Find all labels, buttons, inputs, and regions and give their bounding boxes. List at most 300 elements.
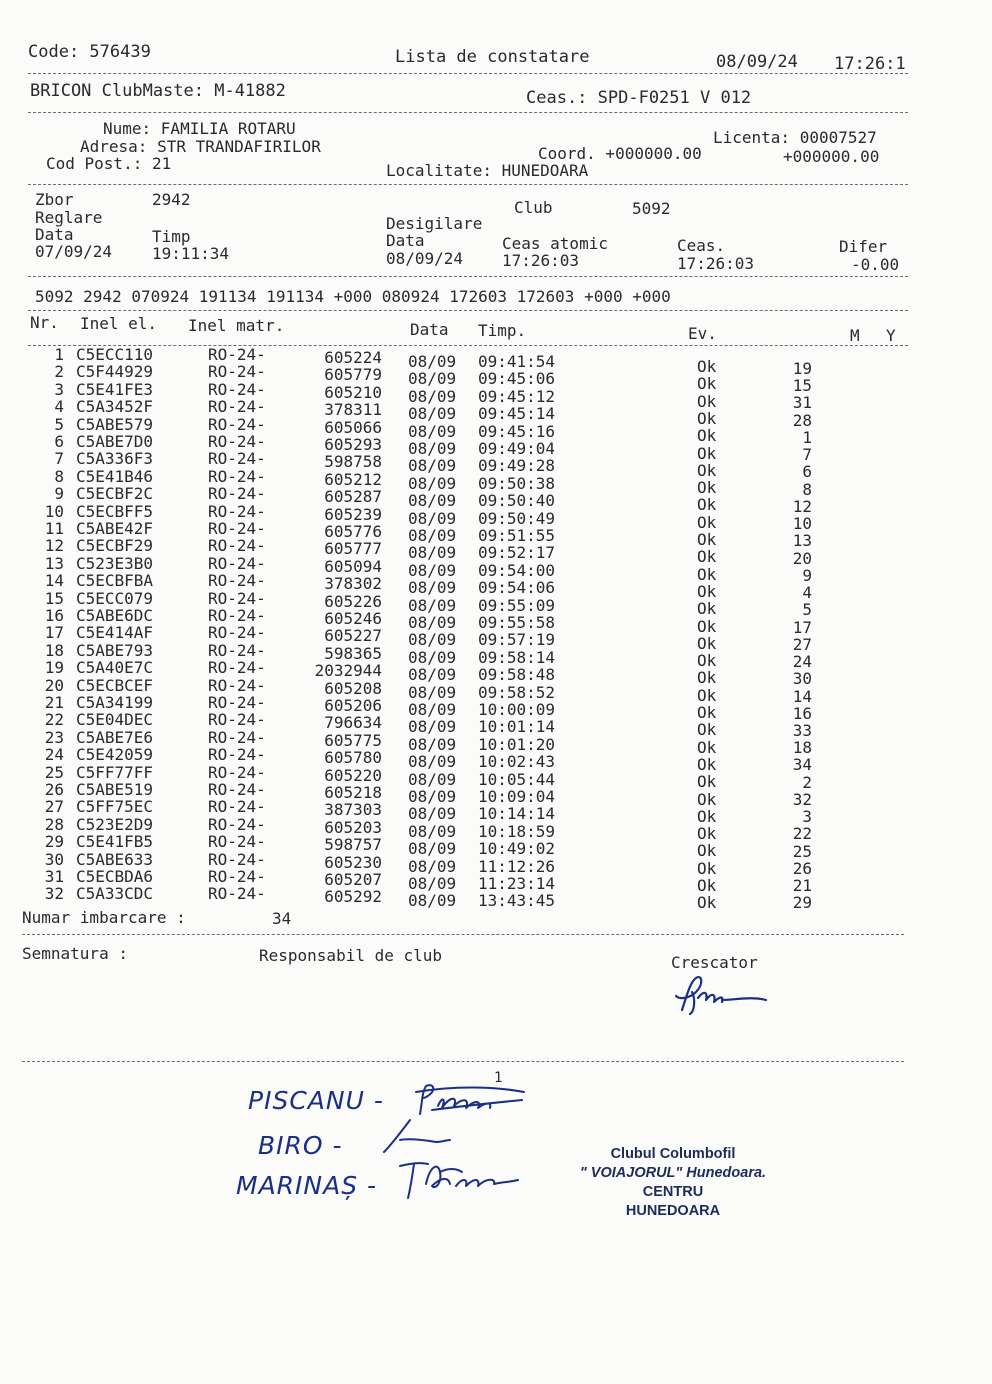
- row-ring-number: 605779: [324, 365, 382, 385]
- row-date: 08/09: [408, 856, 457, 876]
- row-date: 08/09: [408, 526, 457, 545]
- row-status: Ok: [697, 754, 717, 774]
- row-status: Ok: [697, 530, 717, 550]
- row-ring-number: 605780: [324, 748, 382, 768]
- row-ring-electronic: C5A336F3: [76, 449, 154, 469]
- row-time: 09:45:12: [478, 386, 556, 406]
- row-date: 08/09: [408, 891, 457, 911]
- row-ring-electronic: C5ECC079: [76, 588, 154, 608]
- row-ring-number: 605066: [324, 417, 382, 437]
- row-status: Ok: [697, 685, 717, 705]
- atomic-clock-time: 17:26:03: [502, 251, 580, 270]
- row-status: Ok: [697, 547, 717, 567]
- row-time: 09:55:58: [478, 613, 556, 632]
- row-time: 11:12:26: [478, 856, 556, 876]
- row-nr: 24: [44, 745, 64, 765]
- col-timp: Timp.: [478, 321, 527, 340]
- row-ring-prefix: RO-24-: [208, 362, 266, 382]
- row-status: Ok: [697, 651, 717, 671]
- row-nr: 23: [44, 727, 64, 747]
- row-ring-prefix: RO-24-: [208, 727, 266, 747]
- row-status: Ok: [697, 772, 717, 792]
- row-ring-prefix: RO-24-: [208, 814, 266, 834]
- row-time: 10:00:09: [478, 700, 556, 719]
- row-ring-number: 387303: [324, 800, 382, 820]
- row-ring-number: 605220: [324, 765, 382, 785]
- row-nr: 21: [44, 693, 64, 712]
- row-position: 16: [792, 703, 812, 723]
- row-date: 08/09: [408, 839, 457, 859]
- row-status: Ok: [697, 876, 717, 896]
- stamp-line-3: CENTRU: [642, 1184, 704, 1200]
- row-time: 11:23:14: [478, 874, 556, 893]
- row-ring-prefix: RO-24-: [208, 397, 266, 417]
- row-position: 26: [792, 858, 812, 878]
- divider: [28, 276, 908, 277]
- col-inel-el: Inel el.: [80, 314, 158, 333]
- row-date: 08/09: [408, 734, 457, 754]
- row-status: Ok: [697, 564, 717, 584]
- row-date: 08/09: [408, 595, 457, 615]
- row-ring-number: 605210: [324, 382, 382, 402]
- row-ring-electronic: C5FF75EC: [76, 797, 154, 817]
- row-position: 28: [792, 410, 812, 430]
- row-time: 09:52:17: [478, 543, 556, 563]
- row-ring-prefix: RO-24-: [208, 867, 266, 886]
- row-date: 08/09: [408, 769, 457, 789]
- difer-value: -0.00: [851, 255, 900, 274]
- row-date: 08/09: [408, 386, 457, 406]
- stamp-line-2: " VOIAJORUL" Hunedoara.: [579, 1165, 767, 1181]
- desigilare-label: Desigilare: [386, 214, 483, 233]
- row-date: 08/09: [408, 665, 457, 685]
- row-nr: 3: [54, 379, 64, 399]
- row-ring-prefix: RO-24-: [208, 762, 266, 782]
- row-ring-electronic: C5ECBCEF: [76, 675, 154, 695]
- row-ring-prefix: RO-24-: [208, 519, 266, 538]
- row-ring-prefix: RO-24-: [208, 797, 266, 817]
- row-ring-number: 605224: [324, 348, 382, 367]
- row-status: Ok: [697, 374, 717, 394]
- row-ring-electronic: C5E414AF: [76, 623, 154, 643]
- club-value: 5092: [632, 199, 671, 218]
- row-date: 08/09: [408, 508, 457, 528]
- row-time: 09:45:16: [478, 421, 556, 441]
- row-nr: 15: [44, 588, 64, 608]
- row-ring-number: 605208: [324, 678, 382, 698]
- row-position: 25: [792, 841, 812, 861]
- row-ring-prefix: RO-24-: [208, 710, 266, 730]
- row-nr: 22: [44, 710, 64, 730]
- col-nr: Nr.: [30, 313, 59, 332]
- row-ring-electronic: C5A40E7C: [76, 658, 154, 678]
- row-position: 7: [802, 445, 812, 465]
- row-nr: 27: [44, 797, 64, 817]
- reglare-timp-label: Timp: [152, 227, 191, 246]
- row-ring-number: 605776: [324, 522, 382, 541]
- col-m: M: [850, 326, 860, 345]
- row-date: 08/09: [408, 578, 457, 598]
- divider: [22, 1061, 904, 1062]
- row-ring-number: 605246: [324, 609, 382, 628]
- row-ring-electronic: C5E04DEC: [76, 710, 154, 730]
- row-position: 30: [792, 669, 812, 689]
- club-label: Club: [514, 198, 553, 217]
- row-ring-prefix: RO-24-: [208, 345, 266, 364]
- row-date: 08/09: [408, 456, 457, 476]
- row-status: Ok: [697, 737, 717, 757]
- row-date: 08/09: [408, 352, 457, 371]
- row-nr: 25: [44, 762, 64, 782]
- row-ring-number: 605230: [324, 852, 382, 872]
- row-time: 10:02:43: [478, 752, 556, 772]
- row-status: Ok: [697, 408, 717, 428]
- row-date: 08/09: [408, 874, 457, 893]
- row-nr: 17: [44, 623, 64, 643]
- row-position: 13: [792, 531, 812, 551]
- row-nr: 10: [44, 501, 64, 521]
- club-stamp: [560, 1145, 786, 1221]
- row-status: Ok: [697, 703, 717, 723]
- row-time: 10:14:14: [478, 804, 556, 824]
- signature-3: [396, 1154, 526, 1208]
- zbor-value: 2942: [152, 190, 191, 209]
- handwritten-name-1: PISCANU -: [248, 1086, 384, 1115]
- row-nr: 1: [54, 345, 64, 364]
- row-ring-electronic: C523E3B0: [76, 553, 154, 573]
- col-inel-matr: Inel matr.: [188, 316, 285, 335]
- row-ring-prefix: RO-24-: [208, 414, 266, 434]
- ceas-label: Ceas.: [677, 236, 726, 255]
- col-data: Data: [410, 320, 449, 339]
- row-ring-number: 796634: [324, 713, 382, 733]
- row-time: 09:58:48: [478, 665, 556, 685]
- row-position: 2: [802, 772, 812, 792]
- row-date: 08/09: [408, 421, 457, 441]
- row-ring-electronic: C5ECBFF5: [76, 501, 154, 521]
- row-ring-prefix: RO-24-: [208, 849, 266, 869]
- row-ring-number: 605239: [324, 504, 382, 524]
- semnatura-label: Semnatura :: [22, 944, 128, 963]
- row-ring-prefix: RO-24-: [208, 432, 266, 451]
- reglare-date: 07/09/24: [35, 242, 113, 261]
- row-position: 32: [792, 789, 812, 809]
- row-date: 08/09: [408, 647, 457, 667]
- row-ring-number: 605206: [324, 696, 382, 715]
- row-nr: 7: [54, 449, 64, 469]
- difer-label: Difer: [839, 237, 888, 256]
- row-date: 08/09: [408, 630, 457, 650]
- row-position: 29: [792, 893, 812, 913]
- row-nr: 13: [44, 553, 64, 573]
- row-time: 09:50:38: [478, 473, 556, 493]
- row-time: 09:50:40: [478, 491, 556, 511]
- row-ring-electronic: C5A34199: [76, 693, 154, 712]
- row-status: Ok: [697, 824, 717, 844]
- row-ring-electronic: C5A3452F: [76, 397, 154, 417]
- row-date: 08/09: [408, 752, 457, 772]
- owner-coord: Coord. +000000.00: [538, 144, 702, 163]
- crescator-signature: [672, 970, 772, 1024]
- row-ring-prefix: RO-24-: [208, 780, 266, 799]
- row-ring-prefix: RO-24-: [208, 675, 266, 695]
- doc-time: 17:26:1: [834, 54, 906, 74]
- row-nr: 4: [54, 397, 64, 417]
- row-nr: 12: [44, 536, 64, 556]
- row-date: 08/09: [408, 369, 457, 389]
- zbor-label: Zbor: [35, 190, 74, 209]
- row-time: 09:45:14: [478, 404, 556, 424]
- row-status: Ok: [697, 357, 717, 376]
- col-y: Y: [886, 326, 896, 345]
- row-ring-electronic: C5E41FB5: [76, 832, 154, 852]
- row-ring-prefix: RO-24-: [208, 466, 266, 486]
- row-ring-electronic: C5ECBFBA: [76, 571, 154, 591]
- row-position: 3: [802, 807, 812, 827]
- owner-address: Adresa: STR TRANDAFIRILOR: [80, 137, 321, 156]
- row-ring-electronic: C5ABE7E6: [76, 727, 154, 747]
- row-ring-prefix: RO-24-: [208, 571, 266, 591]
- row-ring-prefix: RO-24-: [208, 588, 266, 608]
- owner-coord-2: +000000.00: [783, 147, 880, 166]
- row-ring-prefix: RO-24-: [208, 536, 266, 556]
- row-position: 18: [792, 738, 812, 758]
- row-ring-electronic: C5ABE42F: [76, 519, 154, 538]
- clubmaster-id: BRICON ClubMaste: M-41882: [30, 81, 286, 101]
- row-ring-number: 605287: [324, 487, 382, 507]
- row-ring-prefix: RO-24-: [208, 640, 266, 660]
- row-status: Ok: [697, 633, 717, 653]
- row-ring-prefix: RO-24-: [208, 606, 266, 625]
- desigilare-date: 08/09/24: [386, 249, 464, 268]
- row-date: 08/09: [408, 821, 457, 841]
- row-ring-electronic: C5ECBDA6: [76, 867, 154, 886]
- row-position: 9: [802, 565, 812, 585]
- row-ring-number: 2032944: [314, 661, 382, 681]
- code-line: 5092 2942 070924 191134 191134 +000 080924 172603 172603 +000 +000: [35, 287, 671, 306]
- row-ring-electronic: C5F44929: [76, 362, 154, 382]
- row-position: 17: [792, 617, 812, 637]
- row-time: 09:41:54: [478, 352, 556, 371]
- row-nr: 11: [44, 519, 64, 538]
- col-ev: Ev.: [688, 324, 717, 343]
- row-ring-electronic: C5ABE633: [76, 849, 154, 869]
- row-nr: 32: [44, 884, 64, 904]
- atomic-clock-label: Ceas atomic: [502, 234, 608, 253]
- row-time: 09:49:28: [478, 456, 556, 476]
- row-time: 09:54:06: [478, 578, 556, 598]
- row-ring-prefix: RO-24-: [208, 553, 266, 573]
- row-date: 08/09: [408, 717, 457, 737]
- divider: [28, 112, 908, 113]
- row-ring-number: 605218: [324, 783, 382, 802]
- owner-license: Licenta: 00007527: [713, 128, 877, 147]
- row-position: 31: [792, 393, 812, 413]
- row-time: 09:58:14: [478, 647, 556, 667]
- row-ring-prefix: RO-24-: [208, 501, 266, 521]
- crescator-label: Crescator: [671, 953, 758, 972]
- doc-title: Lista de constatare: [395, 47, 590, 67]
- row-ring-electronic: C5E42059: [76, 745, 154, 765]
- row-ring-prefix: RO-24-: [208, 658, 266, 678]
- row-nr: 19: [44, 658, 64, 678]
- row-ring-number: 605207: [324, 870, 382, 889]
- row-status: Ok: [697, 806, 717, 826]
- row-ring-electronic: C5FF77FF: [76, 762, 154, 782]
- row-ring-prefix: RO-24-: [208, 379, 266, 399]
- row-time: 09:58:52: [478, 682, 556, 702]
- row-time: 10:49:02: [478, 839, 556, 859]
- row-nr: 6: [54, 432, 64, 451]
- row-ring-electronic: C5E41B46: [76, 466, 154, 486]
- row-ring-number: 598757: [324, 835, 382, 855]
- row-ring-number: 605226: [324, 591, 382, 611]
- row-ring-electronic: C523E2D9: [76, 814, 154, 834]
- row-status: Ok: [697, 391, 717, 411]
- numar-imbarcare-label: Numar imbarcare :: [22, 908, 186, 927]
- row-status: Ok: [697, 858, 717, 878]
- row-status: Ok: [697, 720, 717, 740]
- row-nr: 16: [44, 606, 64, 625]
- row-position: 15: [792, 376, 812, 396]
- responsabil-label: Responsabil de club: [259, 946, 443, 965]
- row-status: Ok: [697, 616, 717, 636]
- row-date: 08/09: [408, 560, 457, 580]
- clock-id: Ceas.: SPD-F0251 V 012: [526, 88, 752, 108]
- row-position: 14: [792, 686, 812, 706]
- row-status: Ok: [697, 581, 717, 601]
- row-status: Ok: [697, 789, 717, 809]
- row-ring-number: 605094: [324, 556, 382, 576]
- row-ring-number: 605292: [324, 887, 382, 907]
- row-nr: 9: [54, 484, 64, 504]
- row-ring-prefix: RO-24-: [208, 832, 266, 852]
- desigilare-data-label: Data: [386, 231, 425, 250]
- row-position: 1: [802, 427, 812, 447]
- row-ring-electronic: C5ABE579: [76, 414, 154, 434]
- row-date: 08/09: [408, 439, 457, 458]
- row-date: 08/09: [408, 491, 457, 511]
- row-nr: 14: [44, 571, 64, 591]
- row-position: 27: [792, 634, 812, 654]
- row-nr: 26: [44, 780, 64, 799]
- row-date: 08/09: [408, 700, 457, 719]
- row-ring-number: 598758: [324, 452, 382, 472]
- row-date: 08/09: [408, 787, 457, 806]
- row-status: Ok: [697, 599, 717, 619]
- stamp-line-4: HUNEDOARA: [625, 1203, 721, 1219]
- row-nr: 31: [44, 867, 64, 886]
- row-time: 09:51:55: [478, 526, 556, 545]
- row-nr: 2: [54, 362, 64, 382]
- row-date: 08/09: [408, 804, 457, 824]
- owner-name: Nume: FAMILIA ROTARU: [103, 119, 296, 138]
- row-time: 09:49:04: [478, 439, 556, 458]
- row-time: 09:54:00: [478, 560, 556, 580]
- row-ring-electronic: C5ECBF2C: [76, 484, 154, 504]
- divider: [28, 73, 908, 74]
- row-ring-electronic: C5A33CDC: [76, 884, 154, 904]
- row-ring-number: 378311: [324, 400, 382, 420]
- row-ring-number: 598365: [324, 643, 382, 663]
- row-position: 22: [792, 824, 812, 844]
- row-ring-number: 378302: [324, 574, 382, 594]
- row-date: 08/09: [408, 404, 457, 424]
- row-ring-electronic: C5E41FE3: [76, 379, 154, 399]
- row-ring-number: 605775: [324, 730, 382, 750]
- handwritten-name-2: BIRO -: [258, 1131, 343, 1160]
- owner-postal-code: Cod Post.: 21: [46, 154, 172, 173]
- row-ring-number: 605227: [324, 626, 382, 646]
- row-ring-number: 605203: [324, 817, 382, 837]
- row-status: Ok: [697, 495, 717, 515]
- row-time: 10:09:04: [478, 787, 556, 806]
- row-ring-prefix: RO-24-: [208, 884, 266, 904]
- row-nr: 5: [54, 414, 64, 434]
- row-status: Ok: [697, 841, 717, 861]
- row-nr: 8: [54, 466, 64, 486]
- table-row: [0, 884, 992, 913]
- owner-locality: Localitate: HUNEDOARA: [386, 161, 589, 180]
- row-date: 08/09: [408, 682, 457, 702]
- row-ring-electronic: C5ECBF29: [76, 536, 154, 556]
- row-ring-electronic: C5ABE7D0: [76, 432, 154, 451]
- row-status: Ok: [697, 478, 717, 498]
- row-ring-number: 605777: [324, 539, 382, 559]
- row-ring-electronic: C5ABE6DC: [76, 606, 154, 625]
- row-time: 09:55:09: [478, 595, 556, 615]
- row-time: 10:05:44: [478, 769, 556, 789]
- page-number: 1: [494, 1070, 503, 1086]
- row-nr: 30: [44, 849, 64, 869]
- row-status: Ok: [697, 512, 717, 532]
- row-position: 19: [792, 359, 812, 378]
- row-ring-number: 605212: [324, 469, 382, 489]
- row-nr: 18: [44, 640, 64, 660]
- row-position: 10: [792, 514, 812, 534]
- row-position: 21: [792, 876, 812, 896]
- stamp-line-1: Clubul Columbofil: [610, 1146, 736, 1162]
- row-position: 24: [792, 652, 812, 672]
- divider: [28, 184, 908, 185]
- row-time: 09:57:19: [478, 630, 556, 650]
- row-time: 10:01:20: [478, 734, 556, 754]
- row-nr: 28: [44, 814, 64, 834]
- row-ring-prefix: RO-24-: [208, 623, 266, 643]
- row-time: 09:50:49: [478, 508, 556, 528]
- row-ring-prefix: RO-24-: [208, 484, 266, 504]
- divider: [22, 934, 904, 935]
- row-position: 5: [802, 600, 812, 620]
- row-nr: 29: [44, 832, 64, 852]
- doc-date: 08/09/24: [716, 52, 798, 72]
- row-position: 20: [792, 548, 812, 568]
- row-date: 08/09: [408, 543, 457, 563]
- row-position: 12: [792, 496, 812, 516]
- row-ring-prefix: RO-24-: [208, 449, 266, 469]
- row-position: 8: [802, 479, 812, 499]
- row-time: 10:01:14: [478, 717, 556, 737]
- row-status: Ok: [697, 426, 717, 446]
- row-ring-electronic: C5ECC110: [76, 345, 154, 364]
- row-position: 34: [792, 755, 812, 775]
- row-nr: 20: [44, 675, 64, 695]
- row-position: 6: [802, 462, 812, 482]
- row-position: 33: [792, 721, 812, 740]
- row-ring-electronic: C5ABE519: [76, 780, 154, 799]
- row-ring-prefix: RO-24-: [208, 745, 266, 765]
- row-time: 10:18:59: [478, 821, 556, 841]
